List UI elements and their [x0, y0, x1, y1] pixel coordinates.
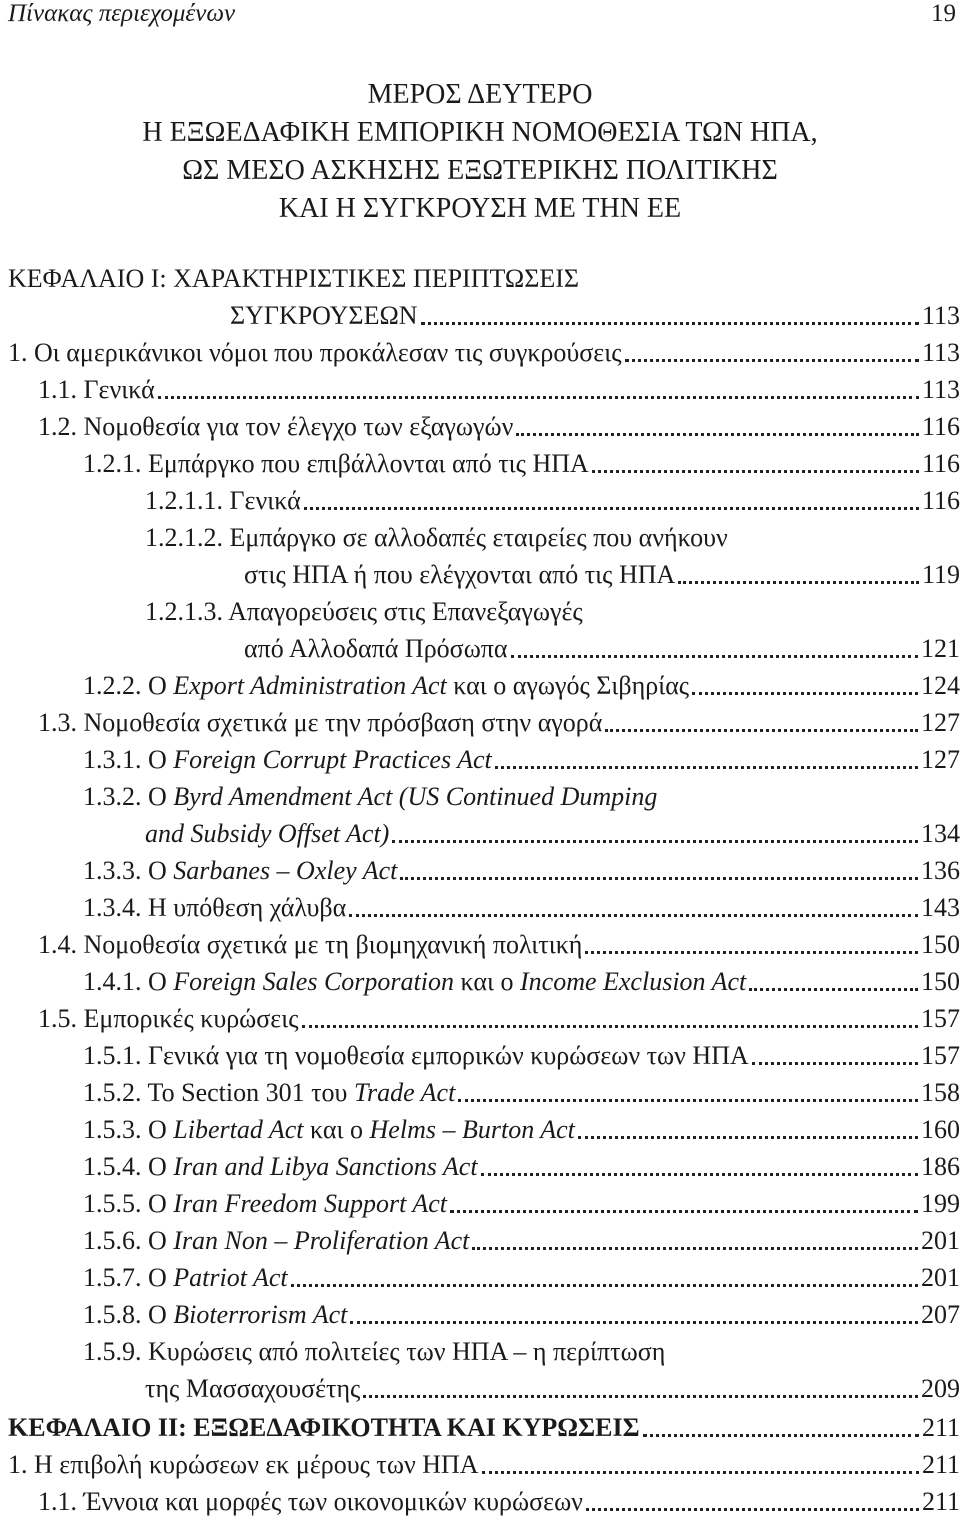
running-header — [8, 0, 956, 34]
toc-entry-continuation — [0, 553, 960, 590]
dot-leader — [350, 1311, 918, 1324]
toc-page-number: 157 — [921, 1041, 960, 1070]
toc-entry — [0, 1145, 960, 1182]
toc-entry — [0, 257, 960, 294]
toc-page-number: 186 — [921, 1152, 960, 1181]
toc-entry — [0, 405, 960, 442]
toc-entry-text: 1.2. Νομοθεσία για τον έλεγχο των εξαγωγών — [38, 412, 514, 441]
toc-entry — [0, 849, 960, 886]
toc-entry-text: 1. Η επιβολή κυρώσεων εκ μέρους των ΗΠΑ — [8, 1450, 479, 1479]
dot-leader — [421, 312, 919, 325]
dot-leader — [625, 349, 919, 362]
toc-page-number: 113 — [921, 338, 960, 367]
part-heading-line: ΩΣ ΜΕΣΟ ΑΣΚΗΣΗΣ ΕΞΩΤΕΡΙΚΗΣ ΠΟΛΙΤΙΚΗΣ — [182, 155, 778, 186]
toc-entry — [0, 442, 960, 479]
toc-page-number: 211 — [921, 1487, 960, 1516]
toc-entry-text: 1.3.3. Ο Sarbanes – Oxley Act — [83, 856, 398, 885]
dot-leader — [511, 645, 918, 658]
dot-leader — [592, 460, 919, 473]
toc-entry-text: ΣΥΓΚΡΟΥΣΕΩΝ — [230, 301, 418, 330]
toc-page-number: 119 — [921, 560, 960, 589]
toc-entry — [0, 1182, 960, 1219]
dot-leader — [400, 867, 918, 880]
toc-entry-text: από Αλλοδαπά Πρόσωπα — [244, 634, 508, 663]
toc-entry — [0, 701, 960, 738]
part-heading — [0, 76, 960, 228]
dot-leader — [516, 423, 919, 436]
dot-leader — [392, 830, 918, 843]
toc-entry-continuation — [0, 627, 960, 664]
toc-page-number: 136 — [921, 856, 960, 885]
toc-page-number: 121 — [921, 634, 960, 663]
toc-entry-text: 1.2.2. Ο Export Administration Act και ο αγωγός Σιβηρίας — [83, 671, 690, 700]
part-heading-line: Η ΕΞΩΕΔΑΦΙΚΗ ΕΜΠΟΡΙΚΗ ΝΟΜΟΘΕΣΙΑ ΤΩΝ ΗΠΑ, — [142, 117, 818, 148]
toc-entry-text: 1.2.1. Εμπάργκο που επιβάλλονται από τις ΗΠΑ — [83, 449, 589, 478]
toc-entry-text: 1.5.4. Ο Iran and Libya Sanctions Act — [83, 1152, 478, 1181]
toc-entry-text: and Subsidy Offset Act) — [145, 819, 390, 848]
toc-page-number: 209 — [921, 1374, 960, 1403]
toc-entry — [0, 1293, 960, 1330]
toc-chapter-entry — [0, 1406, 960, 1443]
toc-page-number: 211 — [921, 1450, 960, 1479]
toc-entry-text: της Μασσαχουσέτης — [145, 1374, 361, 1403]
dot-leader — [749, 978, 918, 991]
toc-page-number: 143 — [921, 893, 960, 922]
toc-entry — [0, 294, 960, 331]
toc-entry-text: 1. Οι αμερικάνικοι νόμοι που προκάλεσαν τις συγκρούσεις — [8, 338, 622, 367]
toc-page-number: 127 — [921, 708, 960, 737]
toc-entry — [0, 1034, 960, 1071]
toc-page-number: 127 — [921, 745, 960, 774]
toc-page-number: 158 — [921, 1078, 960, 1107]
toc-entry — [0, 923, 960, 960]
toc-entry — [0, 1108, 960, 1145]
toc-entry — [0, 775, 960, 812]
toc-entry — [0, 886, 960, 923]
toc-page-number: 207 — [921, 1300, 960, 1329]
toc-entry — [0, 368, 960, 405]
toc-entry-text: 1.3.4. Η υπόθεση χάλυβα — [83, 893, 347, 922]
toc-entry — [0, 738, 960, 775]
toc-page-number: 116 — [921, 486, 960, 515]
toc-entry — [0, 997, 960, 1034]
toc-page-number: 150 — [921, 967, 960, 996]
table-of-contents — [0, 257, 960, 1517]
dot-leader — [472, 1237, 918, 1250]
toc-entry-text: 1.5.3. Ο Libertad Act και ο Helms – Burton Act — [83, 1115, 575, 1144]
toc-entry-text: 1.2.1.2. Εμπάργκο σε αλλοδαπές εταιρείες που ανήκουν — [145, 523, 728, 552]
dot-leader — [643, 1424, 919, 1437]
toc-entry-text: ΚΕΦΑΛΑΙΟ ΙΙ: ΕΞΩΕΔΑΦΙΚΟΤΗΤΑ ΚΑΙ ΚΥΡΩΣΕΙΣ — [8, 1413, 640, 1442]
toc-entry-continuation — [0, 1367, 960, 1404]
toc-entry — [0, 664, 960, 701]
toc-page-number: 157 — [921, 1004, 960, 1033]
toc-page-number: 116 — [921, 412, 960, 441]
dot-leader — [495, 756, 918, 769]
toc-entry-text: ΚΕΦΑΛΑΙΟ Ι: ΧΑΡΑΚΤΗΡΙΣΤΙΚΕΣ ΠΕΡΙΠΤΩΣΕΙΣ — [8, 264, 580, 293]
dot-leader — [363, 1385, 918, 1398]
toc-entry — [0, 1219, 960, 1256]
dot-leader — [450, 1200, 918, 1213]
toc-entry-text: 1.5.5. Ο Iran Freedom Support Act — [83, 1189, 447, 1218]
dot-leader — [304, 497, 919, 510]
toc-entry — [0, 1330, 960, 1367]
dot-leader — [481, 1163, 918, 1176]
page-number: 19 — [931, 0, 956, 27]
toc-entry — [0, 960, 960, 997]
toc-entry-text: 1.3. Νομοθεσία σχετικά με την πρόσβαση στην αγορά — [38, 708, 603, 737]
toc-entry-text: 1.5.7. Ο Patriot Act — [83, 1263, 288, 1292]
toc-entry-text: 1.5. Εμπορικές κυρώσεις — [38, 1004, 299, 1033]
toc-page-number: 201 — [921, 1226, 960, 1255]
toc-entry-text: 1.1. Γενικά — [38, 375, 155, 404]
toc-page-number: 116 — [921, 449, 960, 478]
dot-leader — [458, 1089, 918, 1102]
toc-page-number: 113 — [921, 375, 960, 404]
toc-page-number: 113 — [921, 301, 960, 330]
toc-entry-text: 1.3.1. Ο Foreign Corrupt Practices Act — [83, 745, 492, 774]
toc-page-number: 201 — [921, 1263, 960, 1292]
toc-entry — [0, 1480, 960, 1517]
dot-leader — [158, 386, 919, 399]
dot-leader — [585, 941, 918, 954]
toc-entry-text: 1.5.8. Ο Bioterrorism Act — [83, 1300, 348, 1329]
toc-entry-text: 1.2.1.1. Γενικά — [145, 486, 301, 515]
dot-leader — [678, 571, 919, 584]
toc-page-number: 211 — [921, 1413, 960, 1442]
toc-entry-text: 1.5.6. Ο Iran Non – Proliferation Act — [83, 1226, 470, 1255]
toc-entry-text: 1.2.1.3. Απαγορεύσεις στις Επανεξαγωγές — [145, 597, 583, 626]
running-title: Πίνακας περιεχομένων — [8, 0, 236, 27]
toc-entry — [0, 1256, 960, 1293]
toc-entry — [0, 1443, 960, 1480]
dot-leader — [482, 1461, 919, 1474]
dot-leader — [349, 904, 918, 917]
toc-entry — [0, 516, 960, 553]
dot-leader — [291, 1274, 918, 1287]
dot-leader — [302, 1015, 918, 1028]
toc-page-number: 160 — [921, 1115, 960, 1144]
toc-entry — [0, 479, 960, 516]
toc-entry-text: 1.5.9. Κυρώσεις από πολιτείες των ΗΠΑ – η περίπτωση — [83, 1337, 666, 1366]
part-heading-line: ΚΑΙ Η ΣΥΓΚΡΟΥΣΗ ΜΕ ΤΗΝ ΕΕ — [278, 193, 682, 224]
dot-leader — [578, 1126, 918, 1139]
toc-entry — [0, 1071, 960, 1108]
toc-entry — [0, 590, 960, 627]
dot-leader — [752, 1052, 918, 1065]
toc-page-number: 150 — [921, 930, 960, 959]
toc-page-number: 199 — [921, 1189, 960, 1218]
part-heading-line: ΜΕΡΟΣ ΔΕΥΤΕΡΟ — [367, 79, 593, 110]
toc-entry-text: 1.4.1. Ο Foreign Sales Corporation και ο Income Exclusion Act — [83, 967, 747, 996]
toc-entry-text: 1.4. Νομοθεσία σχετικά με τη βιομηχανική πολιτική — [38, 930, 583, 959]
toc-entry-text: 1.5.1. Γενικά για τη νομοθεσία εμπορικών κυρώσεων των ΗΠΑ — [83, 1041, 749, 1070]
dot-leader — [692, 682, 918, 695]
toc-entry-text: στις ΗΠΑ ή που ελέγχονται από τις ΗΠΑ — [244, 560, 676, 589]
toc-entry-text: 1.1. Έννοια και μορφές των οικονομικών κυρώσεων — [38, 1487, 583, 1516]
dot-leader — [605, 719, 918, 732]
dot-leader — [586, 1498, 919, 1511]
toc-entry-continuation — [0, 812, 960, 849]
toc-page-number: 134 — [921, 819, 960, 848]
toc-entry-text: 1.5.2. Το Section 301 του Trade Act — [83, 1078, 456, 1107]
toc-page-number: 124 — [921, 671, 960, 700]
toc-entry — [0, 331, 960, 368]
toc-entry-text: 1.3.2. Ο Byrd Amendment Act (US Continued Dumping — [83, 782, 658, 811]
